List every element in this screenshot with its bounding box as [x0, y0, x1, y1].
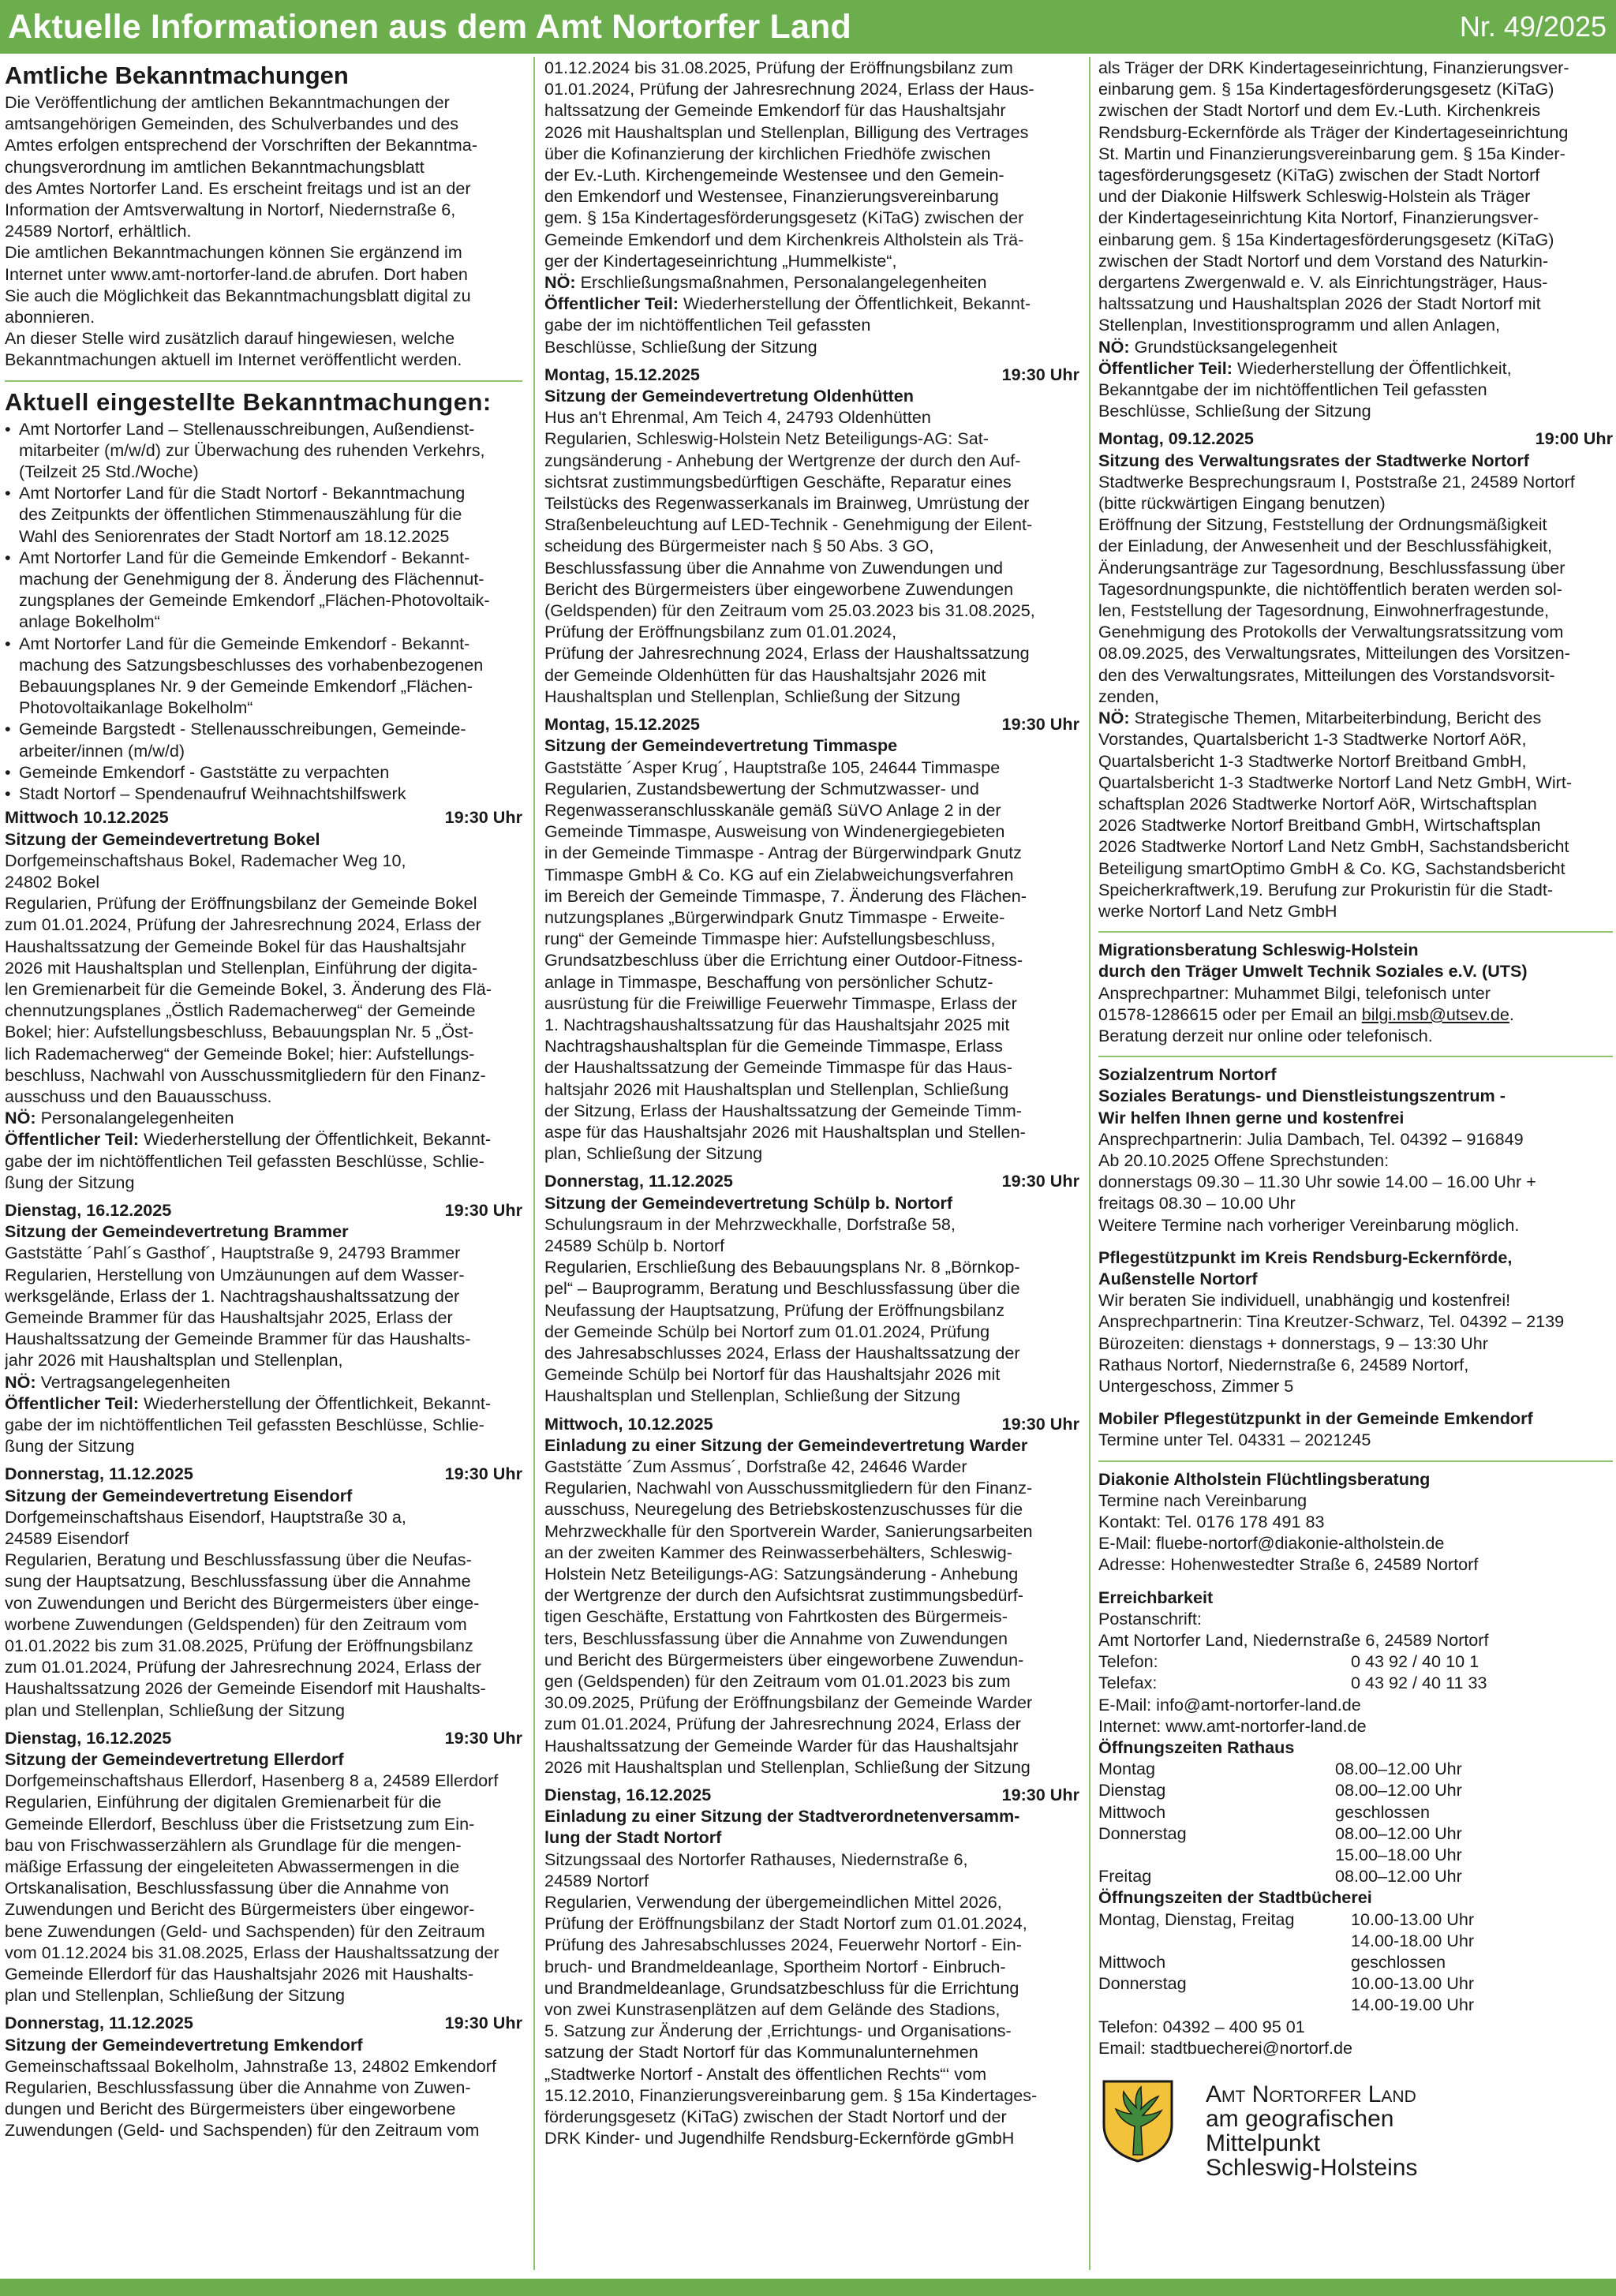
rathaus-hours: Öffnungszeiten Rathaus Montag 08.00–12.00 Uhr Dienstag 08.00–12.00 Uhr Mittwoch geschlossen Donnerstag 08.00–12.00 Uhr 15.00–18.00 Uhr Freitag 08.00–12.00 Uhr: [1098, 1737, 1462, 1887]
text-line: Information der Amtsverwaltung in Nortorf, Niedernstraße 6,: [5, 200, 456, 220]
column-divider: [1089, 57, 1090, 2270]
event-date: Mittwoch 10.12.2025: [5, 807, 169, 828]
event-eisendorf: Donnerstag, 11.12.2025 19:30 Uhr Sitzung der Gemeindevertretung Eisendorf Dorfgemeinschaftshaus Eisendorf, Hauptstraße 30 a, 24589 Eisendorf Regularien, Beratung und Beschlussfassung über die Neufas- sung der Hauptsatzung, Beschlussfassung über die Annahme von Zuwendungen und Bericht des Bürgermeisters über einge- worbene Zuwendungen (Geldspenden) für den Zeitraum vom 01.01.2022 bis zum 31.08.2025, Prüfung der Eröffnungsbilanz zum 01.01.2024, Prüfung der Jahresrechnung 2024, Erlass der Haushaltssatzung 2026 der Gemeinde Eisendorf mit Haushalts- plan und Stellenplan, Schließung der Sitzung: [5, 1464, 522, 1720]
event-time: 19:30 Uhr: [444, 1199, 522, 1220]
pflegestuetzpunkt-info: Pflegestützpunkt im Kreis Rendsburg-Eckernförde, Außenstelle Nortorf Wir beraten Sie individuell, unabhängig und kostenfrei! Ansprechpartnerin: Tina Kreutzer-Schwarz, Tel. 04392 – 2139 Bürozeiten: dienstags + donnerstags, 9 – 13:30 Uhr Rathaus Nortorf, Niedernstraße 6, 24589 Nortorf, Untergeschoss, Zimmer 5: [1098, 1247, 1565, 1396]
event-bokel: Mittwoch 10.12.2025 19:30 Uhr Sitzung der Gemeindevertretung Bokel Dorfgemeinschaftshaus Bokel, Rademacher Weg 10, 24802 Bokel Regularien, Prüfung der Eröffnungsbilanz der Gemeinde Bokel zum 01.01.2024, Prüfung der Jahresrechnung 2024, Erlass der Haushaltssatzung der Gemeinde Bokel für das Haushaltsjahr 2026 mit Haushaltsplan und Stellenplan, Einführung der digita- len Gremienarbeit für die Gemeinde Bokel, 3. Änderung des Flä- chennutzungsplanes „Östlich Rademacherweg“ der Gemeinde Bokel; hier: Aufstellungsbeschluss, Bebauungsplan Nr. 5 „Öst- lich Rademacherweg“ der Gemeinde Bokel; hier: Aufstellungs- beschluss, Nachwahl von Ausschussmitgliedern für den Finanz- ausschuss und den Bauausschuss. NÖ: Personalangelegenheiten Öffentlicher Teil: Wiederherstellung der Öffentlichkeit, Bekannt- gabe der im nichtöffentlichen Teil gefassten Beschlüsse, Schlie- ßung der Sitzung: [5, 807, 522, 1192]
event-date: Donnerstag, 11.12.2025: [544, 1171, 733, 1191]
migration-info: Migrationsberatung Schleswig-Holstein durch den Träger Umwelt Technik Soziales e.V. (UTS) Ansprechpartner: Muhammet Bilgi, telefonisch unter 01578-1286615 oder per Email an bilgi.msb@utsev.de. Beratung derzeit nur online oder telefonisch.: [1098, 940, 1528, 1045]
section-rule: [1098, 1460, 1613, 1462]
event-title: Einladung zu einer Sitzung der Stadtverordnetenversamm-: [544, 1806, 1020, 1827]
coat-of-arms-icon: [1102, 2079, 1174, 2163]
event-date: Montag, 15.12.2025: [544, 364, 700, 384]
email-link[interactable]: bilgi.msb@utsev.de: [1361, 1004, 1509, 1024]
event-schuelp: Donnerstag, 11.12.2025 19:30 Uhr Sitzung der Gemeindevertretung Schülp b. Nortorf Schulungsraum in der Mehrzweckhalle, Dorfstraße 58, 24589 Schülp b. Nortorf Regularien, Erschließung des Bebauungsplans Nr. 8 „Börnkop- pel“ – Bauprogramm, Beratung und Beschlussfassung über die Neufassung der Hauptsatzung, Prüfung der Eröffnungsbilanz der Gemeinde Schülp bei Nortorf zum 01.01.2024, Prüfung des Jahresabschlusses 2024, Erlass der Haushaltssatzung der Gemeinde Schülp bei Nortorf für das Haushaltsjahr 2026 mit Haushaltsplan und Stellenplan, Schließung der Sitzung: [544, 1171, 1079, 1406]
amt-logo: [1098, 2079, 1613, 2180]
text-line: Sie auch die Möglichkeit das Bekanntmachungsblatt digital zu: [5, 285, 471, 305]
list-item[interactable]: • Amt Nortorfer Land für die Stadt Nortorf - Bekanntmachung des Zeitpunkts der öffentlichen Stimmenauszählung für die Wahl des Seniorenrates der Stadt Nortorf am 18.12.2025: [5, 483, 466, 546]
column-3: [1098, 57, 1613, 2274]
stadtbuecherei-hours: Öffnungszeiten der Stadtbücherei Montag, Dienstag, Freitag 10.00-13.00 Uhr 14.00-18.00 Uhr Mittwoch geschlossen Donnerstag 10.00-13.00 Uhr 14.00-19.00 Uhr Telefon: 04392 – 400 95 01 Email: stadtbuecherei@nortorf.de: [1098, 1887, 1475, 2058]
bullet-list: [5, 418, 522, 805]
list-item[interactable]: • Amt Nortorfer Land für die Gemeinde Emkendorf - Bekannt- machung der Genehmigung der 8. Änderung des Flächennut- zungsplanes der Gemeinde Emkendorf „Flächen-Photovoltaik- anlage Bokelholm“: [5, 547, 490, 632]
event-title: lung der Stadt Nortorf: [544, 1827, 722, 1848]
section-rule: [1098, 1056, 1613, 1057]
erreichbarkeit-info: Erreichbarkeit Postanschrift: Amt Nortorfer Land, Niedernstraße 6, 24589 Nortorf Telefon: 0 43 92 / 40 10 1 Telefax: 0 43 92 / 40 11 33 E-Mail: info@amt-nortorfer-land.de Internet: www.amt-nortorfer-land.de: [1098, 1587, 1489, 1736]
event-nortorf: Dienstag, 16.12.2025 19:30 Uhr Einladung zu einer Sitzung der Stadtverordnetenversamm- lung der Stadt Nortorf Sitzungssaal des Nortorfer Rathauses, Niedernstraße 6, 24589 Nortorf Regularien, Verwendung der übergemeindlichen Mittel 2026, Prüfung der Eröffnungsbilanz der Stadt Nortorf zum 01.01.2024, Prüfung des Jahresabschlusses 2024, Feuerwehr Nortorf - Ein- bruch- und Brandmeldeanlage, Sportheim Nortorf - Einbruch- und Brandmeldeanlage, Grundsatzbeschluss für die Errichtung von zwei Kunstrasenplätzen auf dem Gelände des Stadions, 5. Satzung zur Änderung der ‚Errichtungs- und Organisations- satzung der Stadt Nortorf für das Kommunalunternehmen „Stadtwerke Nortorf - Anstalt des öffentlichen Rechts“‘ vom 15.12.2010, Finanzierungsvereinbarung gem. § 15a Kindertages- förderungsgesetz (KiTaG) zwischen der Stadt Nortorf und der DRK Kinder- und Jugendhilfe Rendsburg-Eckernförde gGmbH: [544, 1785, 1079, 2148]
event-timmaspe: Montag, 15.12.2025 19:30 Uhr Sitzung der Gemeindevertretung Timmaspe Gaststätte ´Asper Krug´, Hauptstraße 105, 24644 Timmaspe Regularien, Zustandsbewertung der Schmutzwasser- und Regenwasseranschlusskanäle gemäß SüVO Anlage 2 in der Gemeinde Timmaspe, Ausweisung von Windenergiegebieten in der Gemeinde Timmaspe - Antrag der Bürgerwindpark Gnutz Timmaspe GmbH & Co. KG auf ein Zielabweichungsverfahren im Bereich der Gemeinde Timmaspe, 7. Änderung des Flächen- nutzungsplanes „Bürgerwindpark Gnutz Timmaspe - Erweite- rung“ der Gemeinde Timmaspe hier: Aufstellungsbeschluss, Grundsatzbeschluss über die Errichtung einer Outdoor-Fitness- anlage in Timmaspe, Beschaffung von persönlicher Schutz- ausrüstung für die Freiwillige Feuerwehr Timmaspe, Erlass der 1. Nachtragshaushaltssatzung für das Haushaltsjahr 2025 mit Nachtragshaushaltsplan für die Gemeinde Timmaspe, Erlass der Haushaltssatzung der Gemeinde Timmaspe für das Haus- haltsjahr 2026 mit Haushaltsplan und Stellenplan, Schließung der Sitzung, Erlass der Haushaltssatzung der Gemeinde Timm- aspe für das Haushaltsjahr 2026 mit Haushaltsplan und Stellen- plan, Schließung der Sitzung: [544, 714, 1079, 1164]
event-title: Sitzung der Gemeindevertretung Ellerdorf: [5, 1749, 344, 1770]
text-line: Die Veröffentlichung der amtlichen Bekanntmachungen der: [5, 92, 450, 112]
event-stadtwerke: Montag, 09.12.2025 19:00 Uhr Sitzung des Verwaltungsrates der Stadtwerke Nortorf Stadtwerke Besprechungsraum I, Poststraße 21, 24589 Nortorf (bitte rückwärtigen Eingang benutzen) Eröffnung der Sitzung, Feststellung der Ordnungsmäßigkeit der Einladung, der Anwesenheit und der Beschlussfähigkeit, Änderungsanträge zur Tagesordnung, Beschlussfassung über Tagesordnungspunkte, die nichtöffentlich beraten werden sol- len, Feststellung der Tagesordnung, Einwohnerfragestunde, Genehmigung des Protokolls der Verwaltungsratssitzung vom 08.09.2025, des Verwaltungsrates, Mitteilungen des Vorsitzen- den des Verwaltungsrates, Mitteilungen des Vorstandsvorsit- zenden, NÖ: Strategische Themen, Mitarbeiterbindung, Bericht des Vorstandes, Quartalsbericht 1-3 Stadtwerke Nortorf AöR, Quartalsbericht 1-3 Stadtwerke Nortorf Breitband GmbH, Quartalsbericht 1-3 Stadtwerke Nortorf Land Netz GmbH, Wirt- schaftsplan 2026 Stadtwerke Nortorf AöR, Wirtschaftsplan 2026 Stadtwerke Nortorf Breitband GmbH, Wirtschaftsplan 2026 Stadtwerke Nortorf Land Netz GmbH, Sachstandsbericht Beteiligung smartOptimo GmbH & Co. KG, Sachstandsbericht Speicherkraftwerk,19. Berufung zur Prokuristin für die Stadt- werke Nortorf Land Netz GmbH: [1098, 428, 1613, 921]
list-item[interactable]: • Gemeinde Emkendorf - Gaststätte zu verpachten: [5, 761, 390, 782]
event-time: 19:30 Uhr: [1001, 1785, 1079, 1805]
event-date: Montag, 15.12.2025: [544, 714, 700, 735]
section-title-aktuell: Aktuell eingestellte Bekanntmachungen:: [5, 387, 492, 416]
list-item[interactable]: • Gemeinde Bargstedt - Stellenausschreibungen, Gemeinde- arbeiter/innen (m/w/d): [5, 719, 466, 761]
issue-number: Nr. 49/2025: [1459, 10, 1607, 43]
text-line: Internet unter www.amt-nortorfer-land.de abrufen. Dort haben: [5, 264, 468, 284]
event-oldenhuetten: Montag, 15.12.2025 19:30 Uhr Sitzung der Gemeindevertretung Oldenhütten Hus an't Ehrenmal, Am Teich 4, 24793 Oldenhütten Regularien, Schleswig-Holstein Netz Beteiligungs-AG: Sat- zungsänderung - Anhebung der Wertgrenze der durch den Auf- sichtsrat zustimmungsbedürftigen Geschäfte, Reparatur eines Teilstücks des Regenwasserkanals im Brainweg, Umrüstung der Straßenbeleuchtung auf LED-Technik - Genehmigung der Eilent- scheidung des Bürgermeister nach § 50 Abs. 3 GO, Beschlussfassung über die Annahme von Zuwendungen und Bericht des Bürgermeisters über eingeworbene Zuwendungen (Geldspenden) für den Zeitraum vom 25.03.2023 bis 31.08.2025, Prüfung der Eröffnungsbilanz zum 01.01.2024, Prüfung der Jahresrechnung 2024, Erlass der Haushaltssatzung der Gemeinde Oldenhütten für das Haushaltsjahr 2026 mit Haushaltsplan und Stellenplan, Schließung der Sitzung: [544, 364, 1079, 706]
event-time: 19:30 Uhr: [444, 1727, 522, 1748]
column-divider: [533, 57, 535, 2270]
event-title: Sitzung der Gemeindevertretung Eisendorf: [5, 1485, 353, 1505]
sozialzentrum-info: Sozialzentrum Nortorf Soziales Beratungs- und Dienstleistungszentrum - Wir helfen Ihnen gerne und kostenfrei Ansprechpartnerin: Julia Dambach, Tel. 04392 – 916849 Ab 20.10.2025 Offene Sprechstunden: donnerstags 09.30 – 11.30 Uhr sowie 14.00 – 16.00 Uhr + freitags 08.30 – 10.00 Uhr Weitere Termine nach vorheriger Vereinbarung möglich.: [1098, 1064, 1536, 1235]
text-line: chungsverordnung im amtlichen Bekanntmachungsblatt: [5, 156, 425, 177]
event-title: Sitzung der Gemeindevertretung Oldenhütten: [544, 386, 914, 406]
event-time: 19:00 Uhr: [1535, 428, 1613, 449]
intro-text: [5, 92, 522, 371]
column-1: [5, 57, 522, 2274]
text-line: amtsangehörigen Gemeinden, des Schulverbandes und des: [5, 114, 459, 134]
event-date: Donnerstag, 11.12.2025: [5, 2013, 193, 2033]
event-warder: Mittwoch, 10.12.2025 19:30 Uhr Einladung zu einer Sitzung der Gemeindevertretung Warder Gaststätte ´Zum Assmus´, Dorfstraße 42, 24646 Warder Regularien, Nachwahl von Ausschussmitgliedern für den Finanz- ausschuss, Neuregelung des Betriebskostenzuschusses für die Mehrzweckhalle für den Sportverein Warder, Sanierungsarbeiten an der zweiten Kammer des Reinwasserbehälters, Schleswig- Holstein Netz Beteiligungs-AG: Satzungsänderung - Anhebung der Wertgrenze der durch den Aufsichtsrat zustimmungsbedürf- tigen Geschäfte, Erstattung von Fahrtkosten des Bürgermeis- ters, Beschlussfassung über die Annahme von Zuwendungen und Bericht des Bürgermeisters über eingeworbene Zuwendun- gen (Geldspenden) für den Zeitraum vom 01.01.2023 bis zum 30.09.2025, Prüfung der Eröffnungsbilanz der Gemeinde Warder zum 01.01.2024, Prüfung der Jahresrechnung 2024, Erlass der Haushaltssatzung der Gemeinde Warder für das Haushaltsjahr 2026 mit Haushaltsplan und Stellenplan, Schließung der Sitzung: [544, 1413, 1079, 1777]
text-line: An dieser Stelle wird zusätzlich darauf hingewiesen, welche: [5, 328, 455, 349]
text-line: Amtes erfolgen entsprechend der Vorschriften der Bekanntma-: [5, 135, 477, 155]
logo-subtitle: am geografischen: [1206, 2106, 1394, 2133]
section-rule: [5, 380, 522, 382]
event-emkendorf-continued: 01.12.2024 bis 31.08.2025, Prüfung der Eröffnungsbilanz zum 01.01.2024, Prüfung der Jahresrechnung 2024, Erlass der Haus- haltssatzung der Gemeinde Emkendorf für das Haushaltsjahr 2026 mit Haushaltsplan und Stellenplan, Billigung des Vertrages über die Kofinanzierung der kirchlichen Friedhöfe zwischen der Ev.-Luth. Kirchengemeinde Westensee und den Gemein- den Emkendorf und Westensee, Finanzierungsvereinbarung gem. § 15a Kindertagesförderungsgesetz (KiTaG) zwischen der Gemeinde Emkendorf und dem Kirchenkreis Altholstein als Trä- ger der Kindertageseinrichtung „Hummelkiste“, NÖ: Erschließungsmaßnahmen, Personalangelegenheiten Öffentlicher Teil: Wiederherstellung der Öffentlichkeit, Bekannt- gabe der im nichtöffentlichen Teil gefassten Beschlüsse, Schließung der Sitzung: [544, 58, 1034, 357]
event-time: 19:30 Uhr: [1001, 1171, 1079, 1191]
event-time: 19:30 Uhr: [444, 807, 522, 828]
text-line: abonnieren.: [5, 307, 95, 327]
event-date: Dienstag, 16.12.2025: [5, 1199, 172, 1220]
list-item[interactable]: • Amt Nortorfer Land – Stellenausschreibungen, Außendienst- mitarbeiter (m/w/d) zur Überwachung des ruhenden Verkehrs, (Teilzeit 25 Std./Woche): [5, 418, 485, 482]
mobiler-pflegestuetzpunkt-info: Mobiler Pflegestützpunkt in der Gemeinde Emkendorf Termine unter Tel. 04331 – 2021245: [1098, 1408, 1533, 1450]
event-ellerdorf: Dienstag, 16.12.2025 19:30 Uhr Sitzung der Gemeindevertretung Ellerdorf Dorfgemeinschaftshaus Ellerdorf, Hasenberg 8 a, 24589 Ellerdorf Regularien, Einführung der digitalen Gremienarbeit für die Gemeinde Ellerdorf, Beschluss über die Fristsetzung zum Ein- bau von Frischwasserzählern als Grundlage für die mengen- mäßige Erfassung der eingeleiteten Abwassermengen in die Ortskanalisation, Beschlussfassung über die Annahme von Zuwendungen und Bericht des Bürgermeisters über eingewor- bene Zuwendungen (Geld- und Sachspenden) für den Zeitraum vom 01.12.2024 bis 31.08.2025, Erlass der Haushaltssatzung der Gemeinde Ellerdorf für das Haushaltsjahr 2026 mit Haushalts- plan und Stellenplan, Schließung der Sitzung: [5, 1727, 522, 2006]
section-rule: [1098, 931, 1613, 933]
event-date: Mittwoch, 10.12.2025: [544, 1413, 713, 1434]
event-title: Sitzung der Gemeindevertretung Emkendorf: [5, 2034, 363, 2055]
header-banner: [0, 0, 1616, 54]
event-time: 19:30 Uhr: [1001, 1413, 1079, 1434]
logo-subtitle: Mittelpunkt: [1206, 2130, 1321, 2157]
event-date: Donnerstag, 11.12.2025: [5, 1464, 193, 1484]
page-title: Aktuelle Informationen aus dem Amt Nortorfer Land: [8, 7, 851, 46]
event-title: Sitzung der Gemeindevertretung Brammer: [5, 1221, 349, 1242]
event-time: 19:30 Uhr: [444, 1464, 522, 1484]
section-title-amtliche: Amtliche Bekanntmachungen: [5, 62, 349, 89]
event-time: 19:30 Uhr: [1001, 714, 1079, 735]
logo-title: Amt Nortorfer Land: [1206, 2081, 1416, 2108]
footer-bar: [0, 2279, 1616, 2296]
text-line: 24589 Nortorf, erhältlich.: [5, 221, 192, 241]
event-title: Sitzung der Gemeindevertretung Timmaspe: [544, 735, 898, 756]
event-date: Dienstag, 16.12.2025: [544, 1785, 712, 1805]
event-title: Sitzung der Gemeindevertretung Schülp b. Nortorf: [544, 1192, 953, 1213]
event-emkendorf: Donnerstag, 11.12.2025 19:30 Uhr Sitzung der Gemeindevertretung Emkendorf Gemeinschaftssaal Bokelholm, Jahnstraße 13, 24802 Emkendorf Regularien, Beschlussfassung über die Annahme von Zuwen- dungen und Bericht des Bürgermeisters über eingeworbene Zuwendungen (Geld- und Sachspenden) für den Zeitraum vom: [5, 2013, 522, 2141]
event-time: 19:30 Uhr: [1001, 364, 1079, 384]
event-date: Montag, 09.12.2025: [1098, 428, 1254, 449]
event-title: Sitzung der Gemeindevertretung Bokel: [5, 828, 320, 849]
text-line: des Amtes Nortorfer Land. Es erscheint freitags und ist an der: [5, 178, 471, 198]
logo-subtitle: Schleswig-Holsteins: [1206, 2155, 1418, 2182]
text-line: Bekanntmachungen aktuell im Internet veröffentlicht werden.: [5, 350, 462, 370]
list-item[interactable]: • Stadt Nortorf – Spendenaufruf Weihnachtshilfswerk: [5, 783, 406, 804]
event-title: Sitzung des Verwaltungsrates der Stadtwerke Nortorf: [1098, 450, 1529, 470]
event-time: 19:30 Uhr: [444, 2013, 522, 2033]
list-item[interactable]: • Amt Nortorfer Land für die Gemeinde Emkendorf - Bekannt- machung des Satzungsbeschlusses des vorhabenbezogenen Bebauungsplanes Nr. 9 der Gemeinde Emkendorf „Flächen- Photovoltaikanlage Bokelholm“: [5, 633, 484, 718]
diakonie-info: Diakonie Altholstein Flüchtlingsberatung Termine nach Vereinbarung Kontakt: Tel. 0176 178 491 83 E-Mail: fluebe-nortorf@diakonie-altholstein.de Adresse: Hohenwestedter Straße 6, 24589 Nortorf: [1098, 1468, 1479, 1575]
event-nortorf-continued: als Träger der DRK Kindertageseinrichtung, Finanzierungsver- einbarung gem. § 15a Kindertagesförderungsgesetz (KiTaG) zwischen der Stadt Nortorf und dem Ev.-Luth. Kirchenkreis Rendsburg-Eckernförde als Träger der Kindertageseinrichtung St. Martin und Finanzierungsvereinbarung gem. § 15a Kinder- tagesförderungsgesetz (KiTaG) zwischen der Stadt Nortorf und der Diakonie Hilfswerk Schleswig-Holstein als Träger der Kindertageseinrichtung Kita Nortorf, Finanzierungsver- einbarung gem. § 15a Kindertagesförderungsgesetz (KiTaG) zwischen der Stadt Nortorf und dem Vorstand des Naturkin- dergartens Zwergenwald e. V. als Einrichtungsträger, Haus- haltssatzung und Haushaltsplan 2026 der Stadt Nortorf mit Stellenplan, Investitionsprogramm und allen Anlagen, NÖ: Grundstücksangelegenheit Öffentlicher Teil: Wiederherstellung der Öffentlichkeit, Bekanntgabe der im nichtöffentlichen Teil gefassten Beschlüsse, Schließung der Sitzung: [1098, 58, 1569, 421]
event-title: Einladung zu einer Sitzung der Gemeindevertretung Warder: [544, 1434, 1028, 1455]
text-line: Die amtlichen Bekanntmachungen können Sie ergänzend im: [5, 242, 462, 263]
event-date: Dienstag, 16.12.2025: [5, 1727, 172, 1748]
column-2: [544, 57, 1079, 2274]
event-brammer: Dienstag, 16.12.2025 19:30 Uhr Sitzung der Gemeindevertretung Brammer Gaststätte ´Pahl´s Gasthof´, Hauptstraße 9, 24793 Brammer Regularien, Herstellung von Umzäunungen auf dem Wasser- werksgelände, Erlass der 1. Nachtragshaushaltssatzung der Gemeinde Brammer für das Haushaltsjahr 2025, Erlass der Haushaltssatzung der Gemeinde Brammer für das Haushalts- jahr 2026 mit Haushaltsplan und Stellenplan, NÖ: Vertragsangelegenheiten Öffentlicher Teil: Wiederherstellung der Öffentlichkeit, Bekannt- gabe der im nichtöffentlichen Teil gefassten Beschlüsse, Schlie- ßung der Sitzung: [5, 1199, 522, 1457]
